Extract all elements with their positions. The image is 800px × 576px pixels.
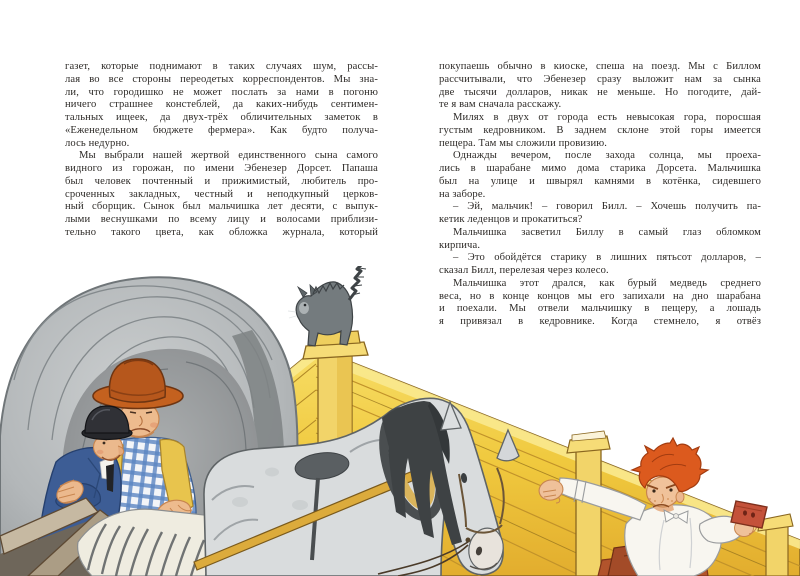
text-line: веса, но в конце концов мы его запихали на дно шарабана bbox=[439, 290, 761, 302]
text-line: «Еженедельном бюджете фермера». Как будто получа- bbox=[65, 124, 378, 136]
paragraph bbox=[65, 61, 378, 150]
text-line: тальных ищеек, да двух-трёх обличительных заметок в bbox=[65, 112, 378, 123]
cat-eye bbox=[304, 304, 307, 307]
text-line: – Это обойдётся старику в лишних пятьсот долларов, – bbox=[453, 252, 761, 264]
text-line: те я вам сначала расскажу. bbox=[439, 99, 562, 111]
text-line: ный сборщик. Сынок был мальчишка лет десяти, с выпук- bbox=[65, 201, 378, 213]
paragraph bbox=[439, 227, 761, 253]
paragraph bbox=[439, 112, 761, 150]
necktie bbox=[106, 464, 114, 492]
text-line: пещера. Там мы сложили провизию. bbox=[439, 137, 608, 149]
text-line: ли, что городишко не может послать за нами в погоню bbox=[65, 86, 378, 98]
text-line: видного из горожан, по имени Эбенезер Дорсет. Папаша bbox=[65, 163, 378, 174]
text-line: кирпича. bbox=[439, 239, 481, 251]
text-line: рассчитывали, что Эбенезер сразу выложит нам за сынка bbox=[439, 73, 761, 85]
text-line: на заборе. bbox=[439, 188, 486, 200]
text-line: лось недурно. bbox=[65, 137, 130, 149]
text-line: Мальчишка засветил Биллу в самый глаз обломком bbox=[453, 226, 761, 238]
boy-ear bbox=[676, 492, 684, 503]
text-line: Мальчишка этот дрался, как бурый медведь среднего bbox=[453, 277, 761, 289]
paragraph bbox=[439, 61, 761, 112]
text-line: тельно такого цвета, как обложка журнала, который bbox=[65, 226, 378, 238]
text-line: покупаешь обычно в киоске, спеша на поезд. Мы с Биллом bbox=[439, 61, 761, 72]
text-line: кетик леденцов и прокатиться? bbox=[439, 214, 583, 225]
left-page-text bbox=[65, 61, 378, 240]
cat-ear bbox=[298, 287, 307, 297]
text-line: и поехали. Мы отвели мальчишку в пещеру, а лошадь bbox=[439, 303, 761, 315]
paragraph bbox=[65, 150, 378, 239]
text-line: был человек почтенный и прижимистый, любитель про- bbox=[65, 175, 378, 187]
text-line: газет, которые поднимают в таких случаях шум, рассы- bbox=[65, 61, 378, 72]
text-line: лыми веснушками по всему лицу и волосами приблизи- bbox=[65, 214, 378, 225]
text-line: сказал Билл, перелезая через колесо. bbox=[439, 265, 609, 276]
text-line: лись в шарабане мимо дома старика Дорсета. Мальчишка bbox=[439, 163, 761, 174]
paragraph bbox=[439, 150, 761, 201]
paragraph-dialogue bbox=[439, 201, 761, 227]
illustration bbox=[0, 266, 800, 576]
text-line: я привязал в кедровнике. Когда стемнело, я отвёз bbox=[439, 316, 761, 327]
text-line: густым кедровником. В заднем склоне этой горы имеется bbox=[439, 124, 761, 136]
text-line: был на улице и швырял камнями в котёнка, сидевшего bbox=[439, 175, 761, 187]
text-line: две тысячи долларов, никак не меньше. Но погодите, дай- bbox=[439, 86, 761, 98]
text-line: ничего страшнее констеблей, да каких-нибудь сентимен- bbox=[65, 99, 378, 111]
text-line: Однажды вечером, после захода солнца, мы проеха- bbox=[453, 150, 761, 162]
text-line: Мы выбрали нашей жертвой единственного сына самого bbox=[79, 150, 378, 162]
text-line: сроченных закладных, честный и неподкупный церков- bbox=[65, 188, 378, 200]
cat-whiskers bbox=[288, 311, 296, 318]
text-line: – Эй, мальчик! – говорил Билл. – Хочешь получить па- bbox=[453, 201, 761, 213]
text-line: Милях в двух от города есть невысокая гора, поросшая bbox=[453, 112, 761, 123]
cat-tail bbox=[349, 266, 363, 300]
text-line: лая во все стороны переодетых корреспондентов. Мы зна- bbox=[65, 73, 378, 85]
